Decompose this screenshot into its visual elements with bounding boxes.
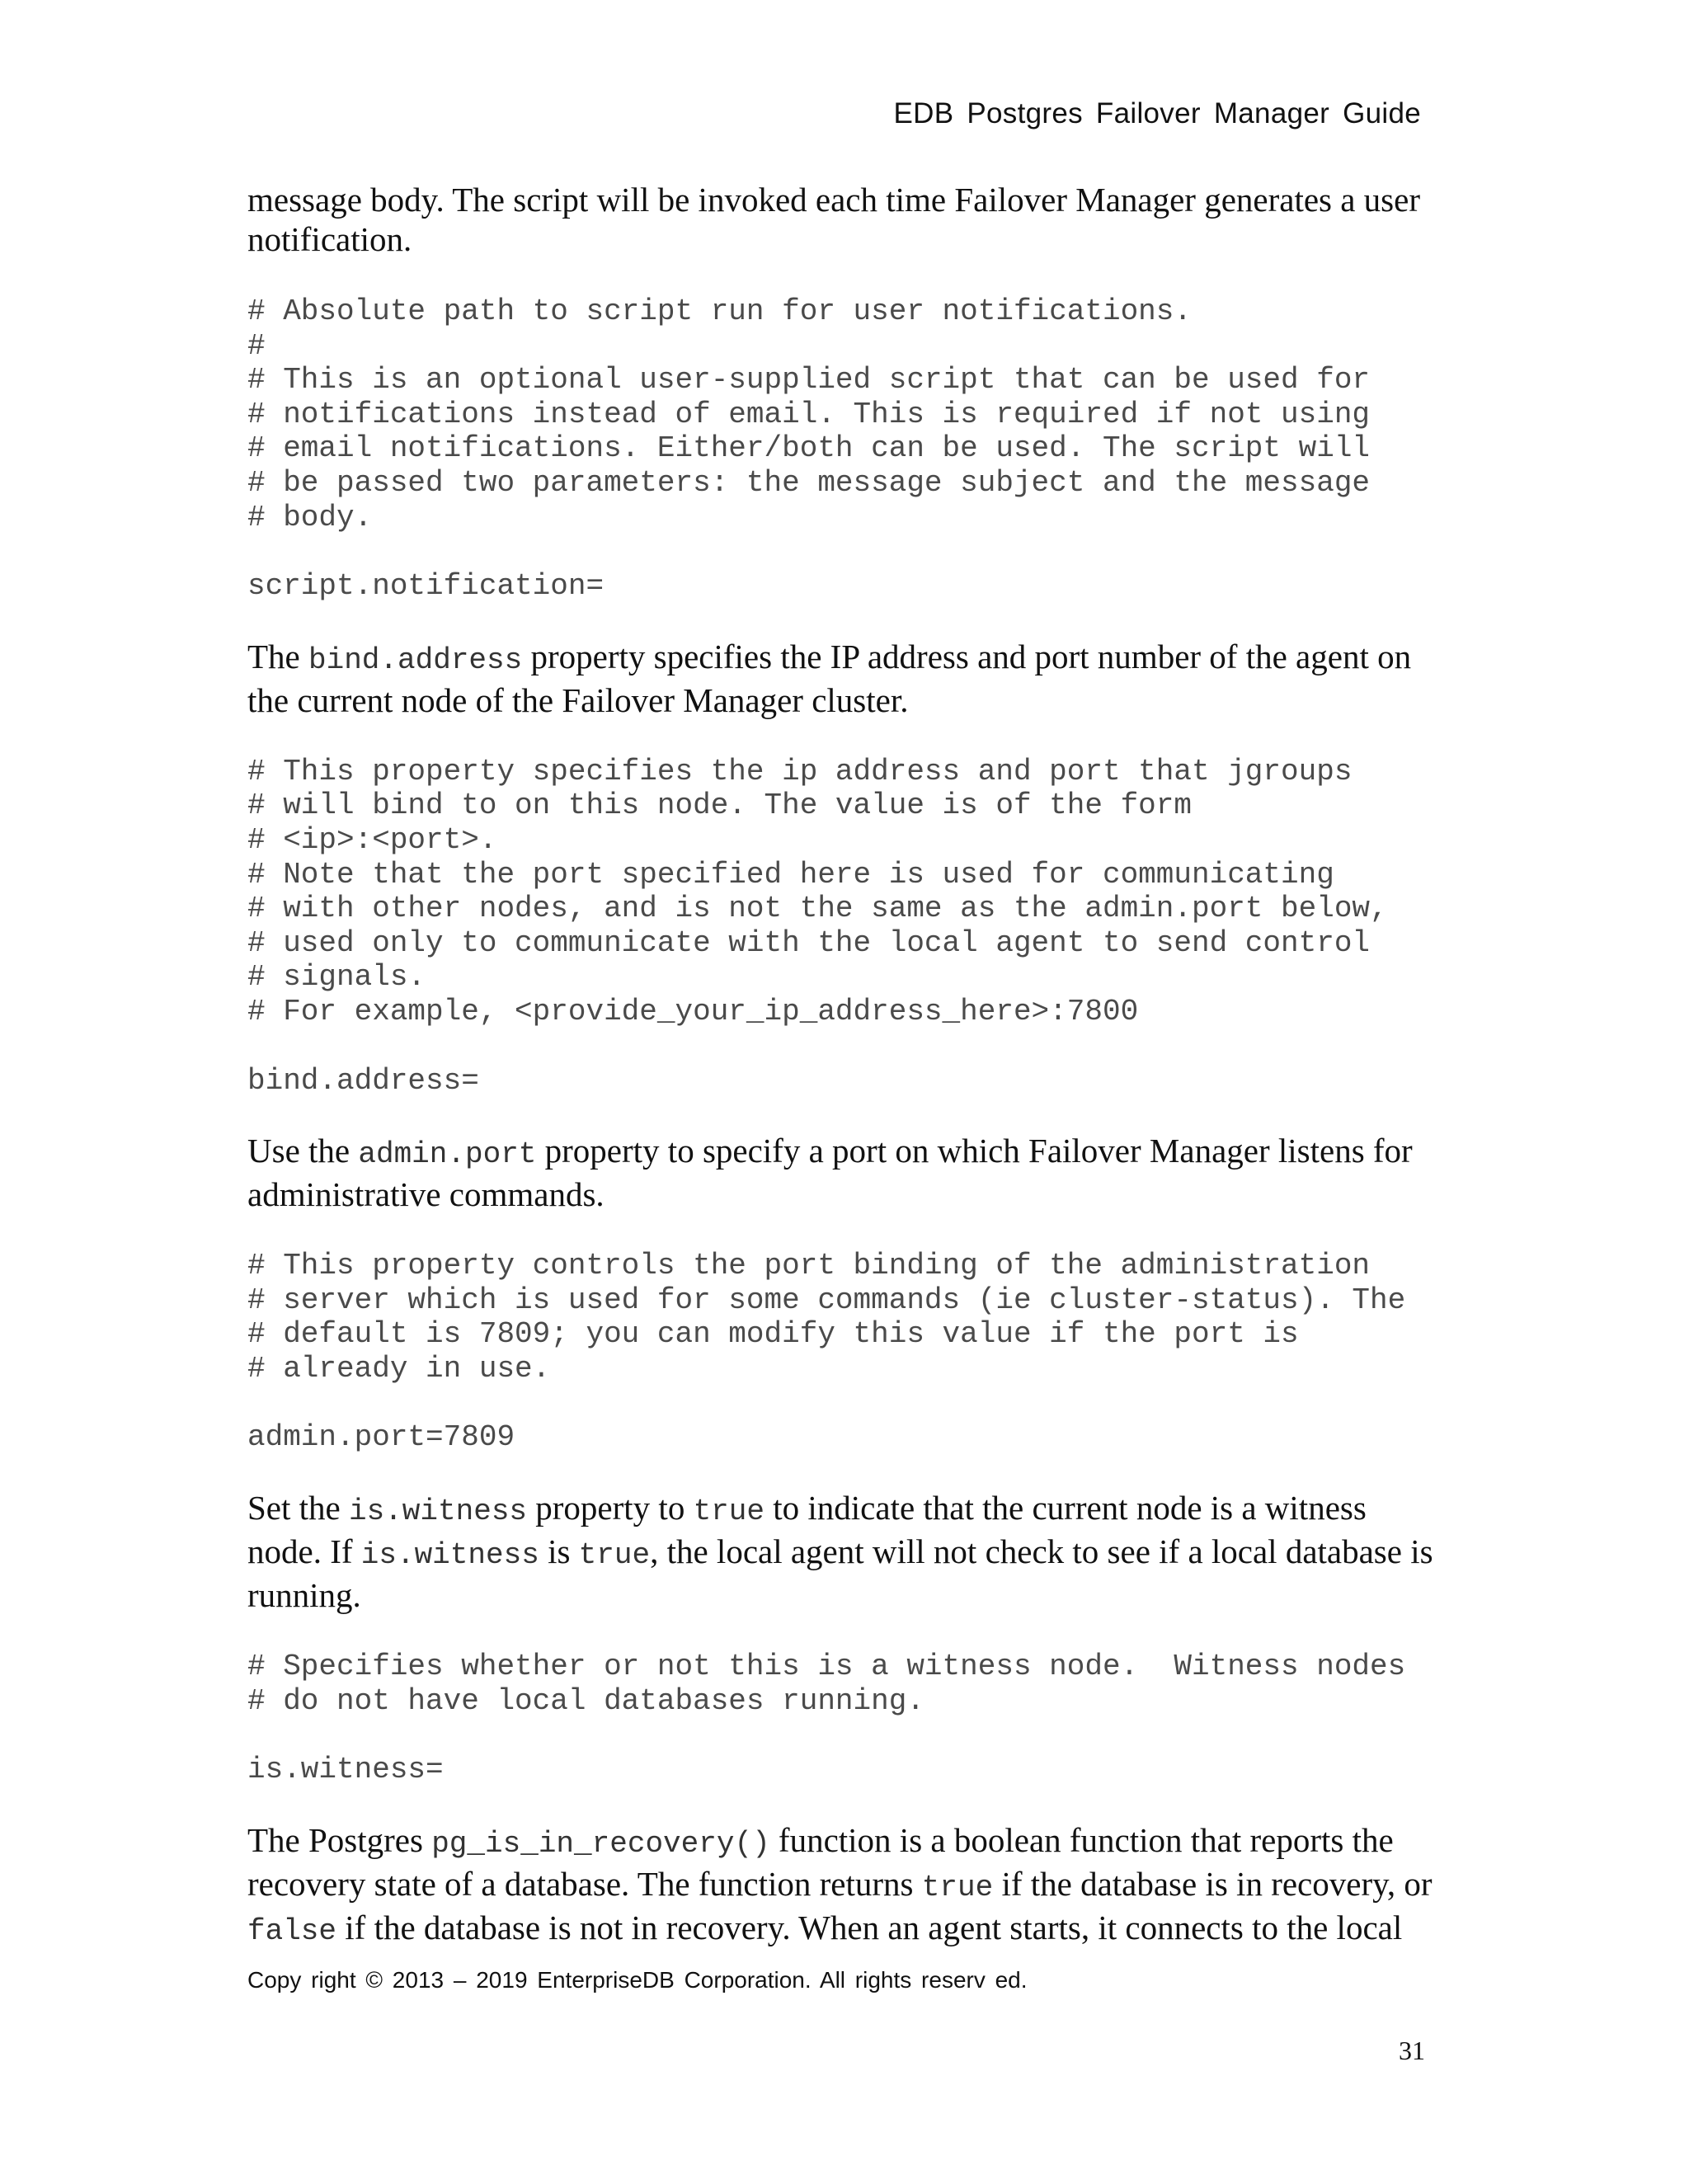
prose-text: Use the — [247, 1132, 359, 1170]
prose-text: is — [539, 1532, 579, 1571]
prose-text: if the database is not in recovery. When an agent starts, it connects to the local — [336, 1908, 1403, 1946]
prose-text: function is a boolean function that reports the recovery state of a database. The function returns — [247, 1820, 1394, 1903]
code-comment-script-notification: # Absolute path to script run for user notifications. # # This is an optional user-supplied script that can be used for # notifications instead of email. This is required if not using # email notifications. Either/both can be used. The script will # be passed two parameters: the message subject and the message # body. — [247, 294, 1371, 534]
inline-code-admin-port: admin.port — [358, 1137, 537, 1172]
code-setting-bind-address: bind.address= — [247, 1063, 479, 1098]
paragraph-is-witness — [247, 1488, 1443, 1615]
code-setting-is-witness: is.witness= — [247, 1753, 444, 1787]
paragraph-pg-is-in-recovery — [247, 1820, 1443, 1951]
prose-text: property to specify a port on which Failover Manager listens for administrative commands. — [247, 1132, 1413, 1214]
paragraph-bind-address — [247, 637, 1443, 720]
code-setting-script-notification: script.notification= — [247, 569, 605, 604]
paragraph-script-notification: message body. The script will be invoked each time Failover Manager generates a user notification. — [247, 181, 1420, 258]
prose-text: property to — [527, 1489, 694, 1527]
inline-code-is-witness: is.witness — [360, 1538, 539, 1573]
code-setting-admin-port: admin.port=7809 — [247, 1420, 515, 1455]
prose-text: The — [247, 637, 308, 675]
code-comment-bind-address: # This property specifies the ip address and port that jgroups # will bind to on this node. The value is of the form # <ip>:<port>. # Note that the port specified here is used for communicating # with other nodes, and is not the same as the admin.port below, # used only to communicate with the local agent to send control # signals. # For example, <provide_your_ip_address_here>:7800 — [247, 754, 1388, 1028]
copyright-footer: Copy right © 2013 – 2019 EnterpriseDB Corporation. All rights reserv ed. — [247, 1967, 1028, 1993]
code-comment-admin-port: # This property controls the port binding of the administration # server which is used for some commands (ie cluster-status). The # default is 7809; you can modify this value if the port is # already in use. — [247, 1249, 1406, 1386]
prose-text: property specifies the IP address and port number of the agent on the current node of the Failover Manager cluster. — [247, 637, 1412, 719]
page-number: 31 — [1399, 2036, 1425, 2065]
inline-code-bind-address: bind.address — [308, 642, 523, 677]
page-header: EDB Postgres Failover Manager Guide — [893, 97, 1421, 129]
prose-text: , the local agent will not check to see if a local database is running. — [247, 1532, 1433, 1615]
inline-code-false: false — [247, 1913, 337, 1948]
page-content — [247, 180, 1443, 1951]
inline-code-true: true — [693, 1494, 765, 1529]
inline-code-pg-is-in-recovery: pg_is_in_recovery() — [431, 1826, 770, 1861]
inline-code-true: true — [578, 1538, 651, 1573]
code-comment-is-witness: # Specifies whether or not this is a witness node. Witness nodes # do not have local databases running. — [247, 1650, 1406, 1718]
prose-text: The Postgres — [247, 1820, 432, 1859]
inline-code-is-witness: is.witness — [348, 1494, 528, 1529]
prose-text: if the database is in recovery, or — [993, 1864, 1433, 1903]
prose-text: to indicate that the current node is a witness node. If — [247, 1489, 1367, 1571]
inline-code-true: true — [921, 1870, 994, 1904]
prose-text: Set the — [247, 1489, 349, 1527]
paragraph-admin-port — [247, 1131, 1443, 1214]
